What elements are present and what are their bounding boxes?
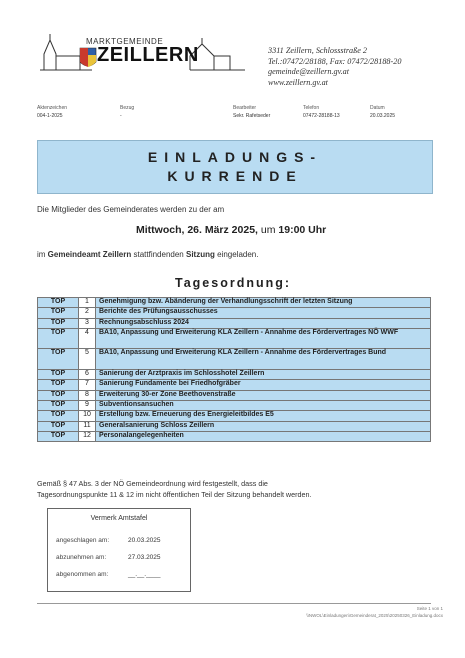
vermerk-label: abgenommen am: (56, 571, 109, 578)
agenda-number: 5 (79, 349, 96, 370)
logo-title: ZEILLERN (97, 44, 199, 66)
agenda-item-text: BA10, Anpassung und Erweiterung KLA Zeillern - Annahme des Fördervertrages Bund (96, 349, 431, 370)
agenda-item-text: Berichte des Prüfungsausschusses (96, 308, 431, 318)
agenda-item-text: Subventionsansuchen (96, 400, 431, 410)
agenda-number: 9 (79, 400, 96, 410)
footer-path: \\NWOL\Einladungen\Gemeinderat_2025\20250326_Einladung.docx (306, 613, 443, 618)
legal-note: Gemäß § 47 Abs. 3 der NÖ Gemeindeordnung wird festgestellt, dass die Tagesordnungspunkte 11 & 12 im nicht öffentlichen Teil der Sitzung behandelt werden. (37, 479, 312, 499)
agenda-top-label: TOP (38, 370, 79, 380)
vermerk-value: 20.03.2025 (128, 537, 161, 544)
address-line: Tel.:07472/28188, Fax: 07472/28188-20 (268, 56, 402, 66)
agenda-row (38, 370, 431, 380)
agenda-number: 10 (79, 411, 96, 421)
vermerk-value: 27.03.2025 (128, 554, 161, 561)
agenda-number: 7 (79, 380, 96, 390)
address-line: 3311 Zeillern, Schlossstraße 2 (268, 46, 368, 55)
place-text: im Gemeindeamt Zeillern stattfindenden Sitzung eingeladen. (37, 250, 259, 259)
agenda-row (38, 318, 431, 328)
agenda-number: 1 (79, 298, 96, 308)
agenda-top-label: TOP (38, 411, 79, 421)
intro-text: Die Mitglieder des Gemeinderates werden zu der am (37, 205, 225, 214)
agenda-number: 4 (79, 328, 96, 349)
address-line: www.zeillern.gv.at (268, 77, 328, 87)
footer-page: Seite 1 von 1 (416, 606, 443, 611)
agenda-row (38, 298, 431, 308)
agenda-top-label: TOP (38, 349, 79, 370)
agenda-number: 12 (79, 431, 96, 441)
vermerk-label: angeschlagen am: (56, 537, 110, 544)
agenda-number: 3 (79, 318, 96, 328)
vermerk-box (47, 508, 191, 592)
meta-datum: Datum 20.03.2025 (370, 105, 396, 119)
agenda-top-label: TOP (38, 431, 79, 441)
footer-divider (37, 603, 431, 604)
agenda-item-text: BA10, Anpassung und Erweiterung KLA Zeillern - Annahme des Fördervertrages NÖ WWF (96, 328, 431, 349)
agenda-number: 2 (79, 308, 96, 318)
agenda-row (38, 328, 431, 349)
agenda-row (38, 411, 431, 421)
agenda-row (38, 421, 431, 431)
logo-subtitle: MARKTGEMEINDE (86, 37, 164, 46)
title-line-2: KURRENDE (167, 168, 303, 184)
meta-telefon: Telefon 07472-28188-13 (303, 105, 340, 119)
agenda-top-label: TOP (38, 380, 79, 390)
agenda-top-label: TOP (38, 318, 79, 328)
agenda-heading: Tagesordnung: (175, 276, 292, 290)
vermerk-title: Vermerk Amtstafel (90, 515, 148, 522)
agenda-number: 6 (79, 370, 96, 380)
agenda-table (37, 297, 431, 442)
agenda-row (38, 349, 431, 370)
agenda-number: 8 (79, 390, 96, 400)
agenda-item-text: Erweiterung 30-er Zone Beethovenstraße (96, 390, 431, 400)
agenda-top-label: TOP (38, 328, 79, 349)
vermerk-value: __.__.____ (128, 571, 161, 578)
agenda-row (38, 308, 431, 318)
agenda-row (38, 400, 431, 410)
agenda-item-text: Sanierung Fundamente bei Friedhofgräber (96, 380, 431, 390)
meta-bearbeiter: Bearbeiter Sekr. Rafetseder (233, 105, 271, 119)
agenda-top-label: TOP (38, 308, 79, 318)
address-block (268, 46, 401, 88)
agenda-top-label: TOP (38, 421, 79, 431)
meta-bezug: Bezug - (120, 105, 135, 119)
agenda-item-text: Sanierung der Arztpraxis im Schlosshotel Zeillern (96, 370, 431, 380)
agenda-top-label: TOP (38, 390, 79, 400)
vermerk-label: abzunehmen am: (56, 554, 107, 561)
agenda-number: 11 (79, 421, 96, 431)
agenda-item-text: Genehmigung bzw. Abänderung der Verhandlungsschrift der letzten Sitzung (96, 298, 431, 308)
meeting-date: Mittwoch, 26. März 2025, um 19:00 Uhr (136, 224, 327, 236)
title-line-1: EINLADUNGS- (147, 149, 323, 165)
title-box (37, 140, 433, 194)
agenda-row (38, 431, 431, 441)
agenda-row (38, 390, 431, 400)
address-line: gemeinde@zeillern.gv.at (268, 67, 350, 76)
agenda-item-text: Generalsanierung Schloss Zeillern (96, 421, 431, 431)
agenda-top-label: TOP (38, 298, 79, 308)
agenda-item-text: Erstellung bzw. Erneuerung des Energieleitbildes E5 (96, 411, 431, 421)
agenda-row (38, 380, 431, 390)
agenda-top-label: TOP (38, 400, 79, 410)
agenda-item-text: Rechnungsabschluss 2024 (96, 318, 431, 328)
meta-aktenzeichen: Aktenzeichen 004-1-2025 (37, 105, 68, 119)
agenda-item-text: Personalangelegenheiten (96, 431, 431, 441)
